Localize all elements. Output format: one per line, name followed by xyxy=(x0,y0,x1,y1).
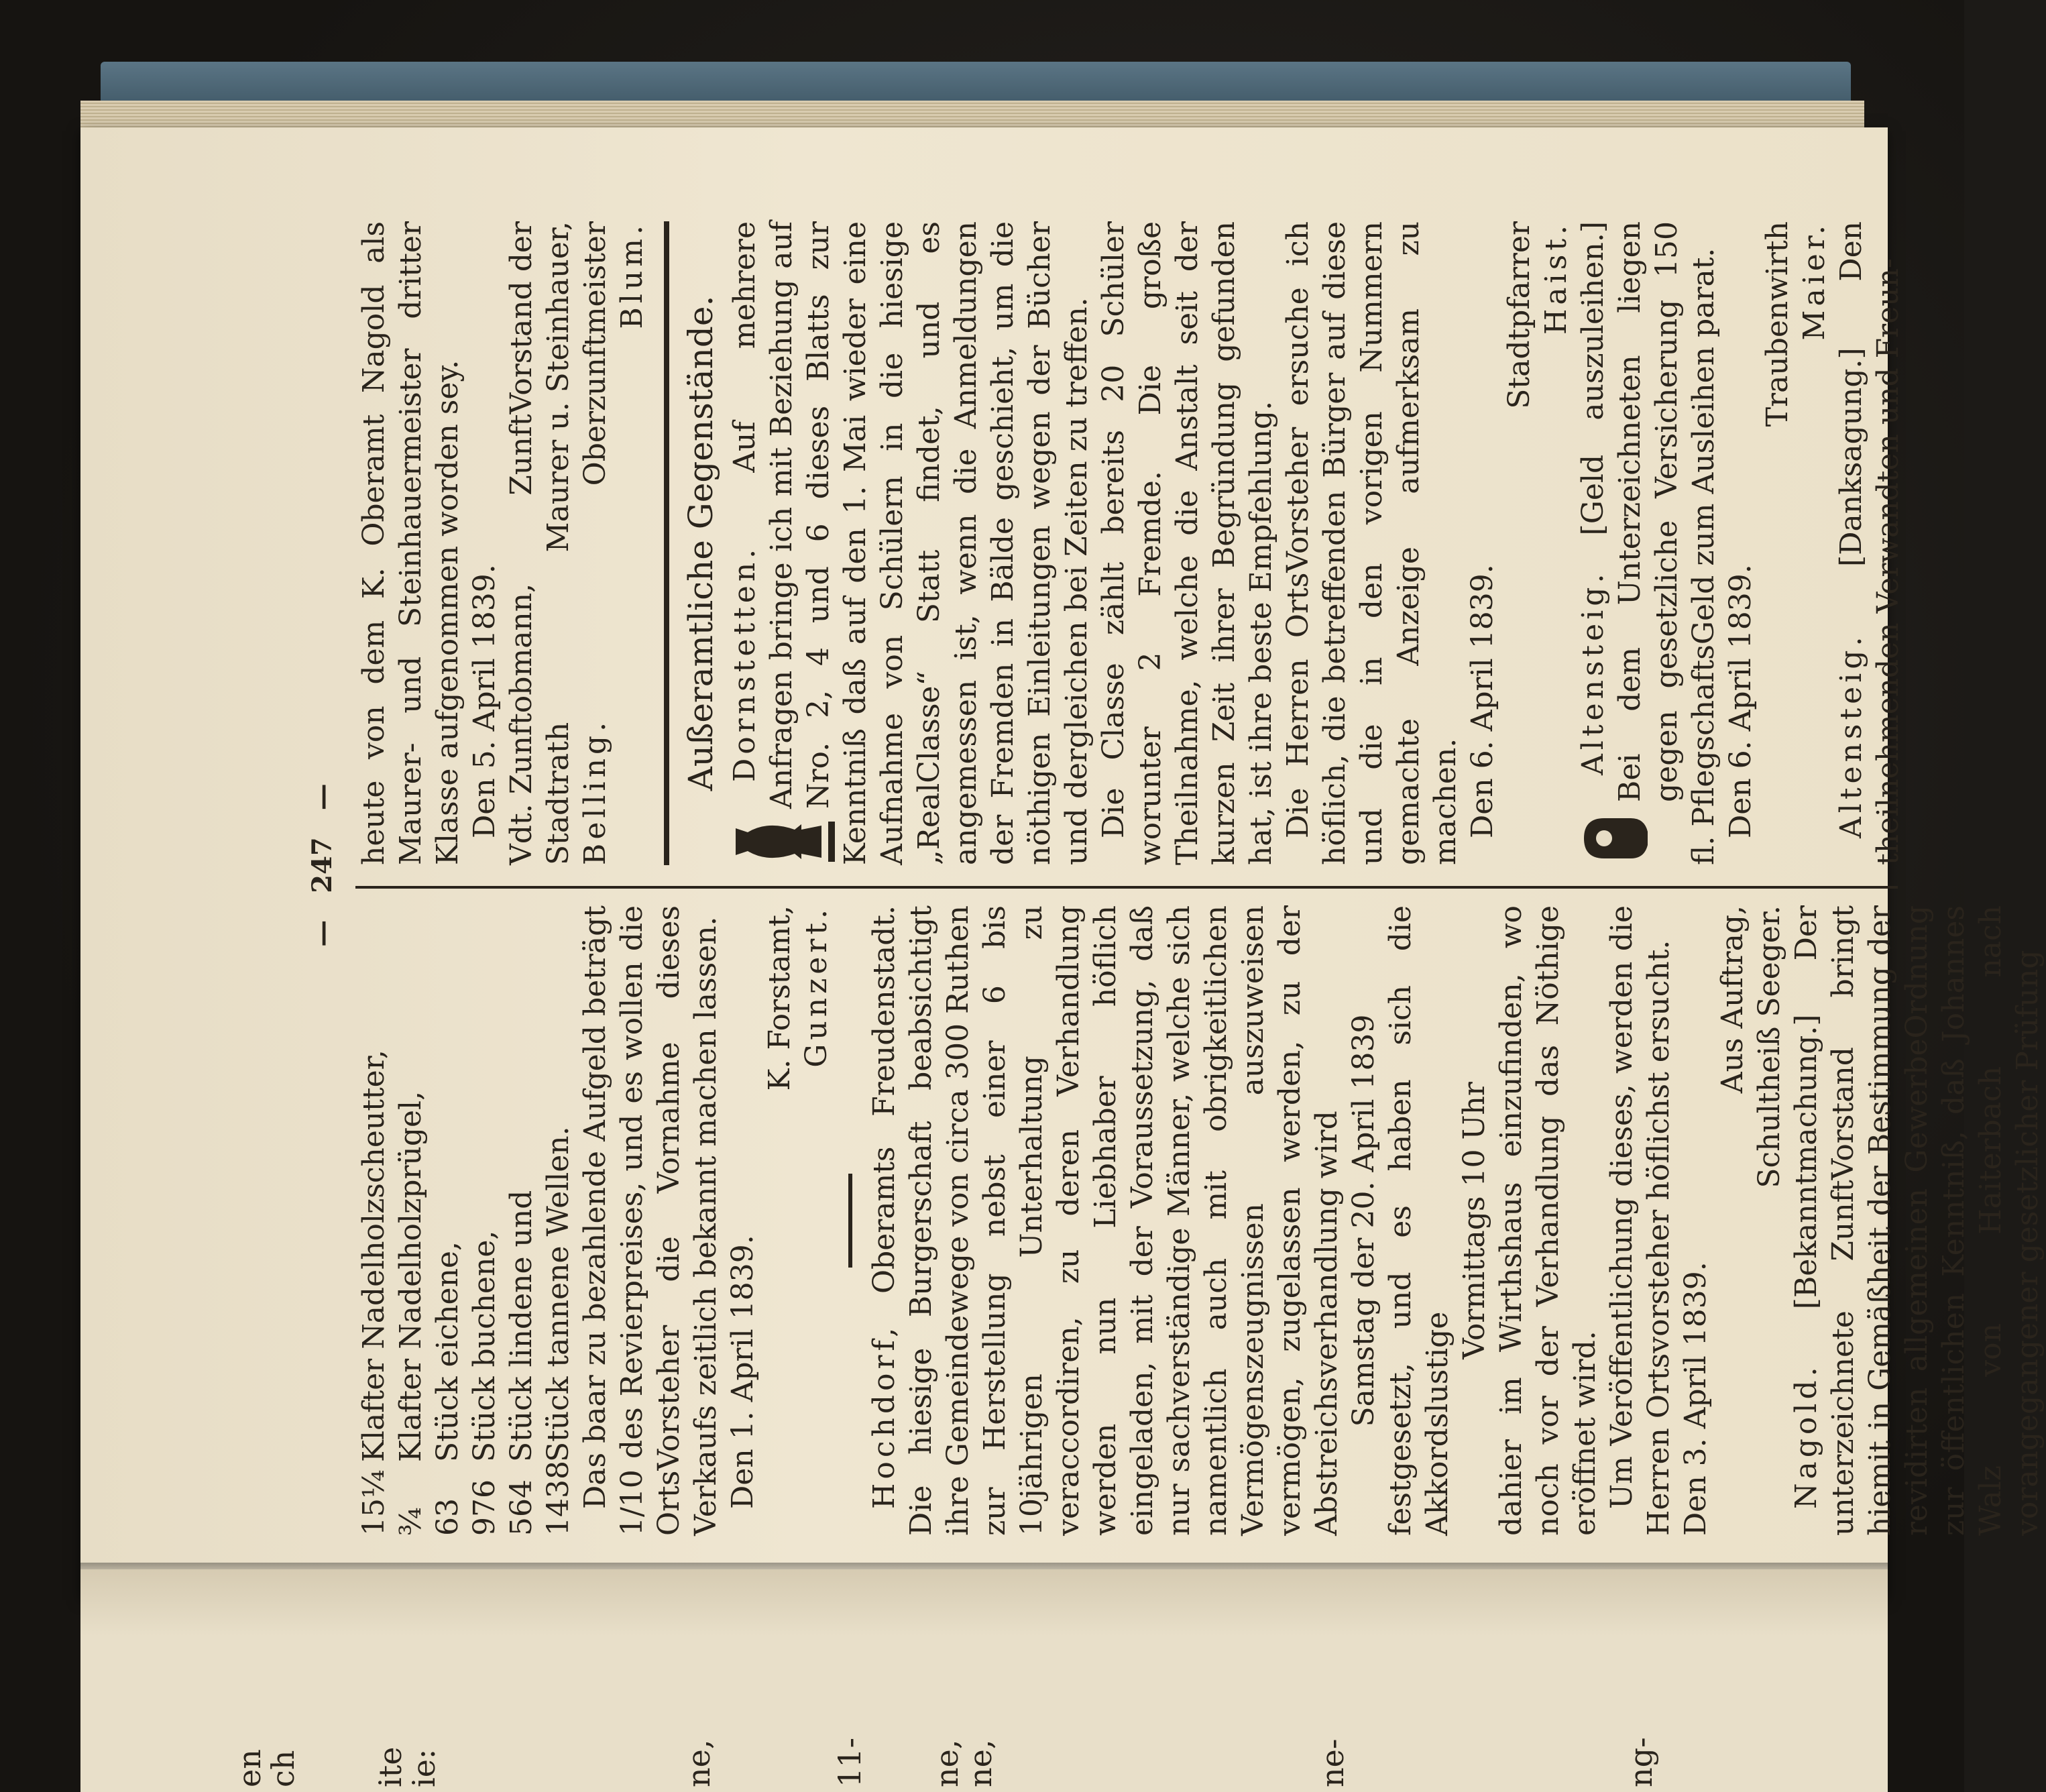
divider xyxy=(848,1174,852,1268)
vase-ornament-icon xyxy=(729,818,836,865)
wood-list xyxy=(355,905,577,1536)
signature-block: Vdt. Zunftobmann, Stadtrath Belling. ZunftVorstand der Maurer u. Steinhauer, Oberzunftmeister Blum. xyxy=(504,221,649,865)
paragraph: Die Herren OrtsVorsteher ersuche ich höflich, die betreffenden Bürger auf diese und die in den vorigen Nummern gemachte Anzeige aufmerksam zu machen. xyxy=(1281,221,1463,865)
list-qty: ¾ xyxy=(394,1507,428,1536)
fragment-text: ne, xyxy=(929,1739,965,1787)
page-header: — 247 — xyxy=(306,783,338,947)
section-heading: Außeramtliche Gegenstände. xyxy=(681,295,720,791)
fragment-text: ne, xyxy=(681,1739,717,1787)
place-name: Nagold. xyxy=(1789,1363,1823,1509)
paragraph: dahier im Wirthshaus einzufinden, wo noch vor der Verhandlung das Nöthige eröffnet wird. xyxy=(1494,905,1602,1536)
list-qty: 976 xyxy=(467,1479,502,1536)
date-line: Den 3. April 1839. xyxy=(1679,1262,1713,1536)
place-name: Altensteig. xyxy=(1834,632,1868,838)
book-page xyxy=(80,127,2045,1596)
column-divider xyxy=(355,886,1898,889)
signature-name: Gunzert. xyxy=(799,905,834,1068)
list-qty: 15¼ xyxy=(357,1469,391,1536)
fragment-text: ne, xyxy=(962,1739,999,1787)
column-left xyxy=(355,905,2046,1536)
paragraph: Das baar zu bezahlende Aufgeld beträgt 1/10 des Revierpreises, und es wollen die OrtsVorsteher die Vornahme dieses Verkaufs zeitlich bekannt machen lassen. xyxy=(578,905,723,1536)
date-line: Samstag der 20. April 1839 xyxy=(1347,1014,1381,1427)
fragment-text: ne- xyxy=(1314,1738,1351,1787)
fragment-text: 11- xyxy=(832,1737,868,1787)
fragment-text: ite xyxy=(372,1746,408,1787)
date-line: Den 6. April 1839. xyxy=(1465,564,1499,838)
hand-ornament-icon xyxy=(1577,811,1651,865)
list-item: Stück tannene Wellen. xyxy=(541,1126,575,1462)
paragraph: Hochdorf, Oberamts Freudenstadt. Die hiesige Burgerschaft beabsichtigt ihre Gemeindewege von circa 300 Ruthen zur Herstellung nebst einer 6 bis 10jährigen Unterhaltung zu veraccordiren, zu deren Verhandlung werden nun Liebhaber höflich eingeladen, mit der Voraussetzung, daß nur sachverständige Männer, welche sich namentlich auch mit obrigkeitlichen Vermögenszeugnissen auszuweisen vermögen, zugelassen werden, zu der Abstreichsverhandlung wird xyxy=(867,905,1344,1536)
paragraph: Altensteig. [Geld auszuleihen.] Bei dem Unterzeichneten liegen gegen gesetzliche Versicherung 150 fl. PflegschaftsGeld zum Ausleihen parat. xyxy=(1576,221,1721,865)
place-name: Dornstetten. xyxy=(728,545,762,782)
list-item: Klafter Nadelholzprügel, xyxy=(394,1090,428,1462)
fragment-text: ie: xyxy=(406,1748,442,1787)
signature: Traubenwirth xyxy=(1760,221,1795,427)
list-item: Stück eichene, xyxy=(431,1241,465,1462)
place-name: Altensteig. xyxy=(1576,569,1610,775)
paragraph: Dornstetten. Auf mehrere Anfragen bringe ich mit Beziehung auf Nro. 2, 4 und 6 dieses Blatts zur Kenntniß daß auf den 1. Mai wieder eine Aufnahme von Schülern in die hiesige „RealClasse“ Statt findet, und es angemessen ist, wenn die Anmeldungen der Fremden in Bälde geschieht, um die nöthigen Einleitungen wegen der Bücher und dergleichen bei Zeiten zu treffen. xyxy=(728,221,1094,865)
paragraph: festgesetzt, und es haben sich die Akkordslustige xyxy=(1383,905,1455,1536)
signature-name: Maier. xyxy=(1797,221,1831,341)
paragraph: Die Classe zählt bereits 20 Schüler worunter 2 Fremde. Die große Theilnahme, welche die Anstalt seit der kurzen Zeit ihrer Begründung gefunden hat, ist ihre beste Empfehlung. xyxy=(1096,221,1278,865)
paragraph: heute von dem K. Oberamt Nagold als Maurer- und Steinhauermeister dritter Klasse aufgenommen worden sey. xyxy=(357,221,465,865)
fragment-text: ch xyxy=(265,1750,301,1787)
list-item: Stück lindene und xyxy=(504,1190,538,1462)
signature-name: Haist. xyxy=(1539,221,1573,335)
page-number: 247 xyxy=(306,837,338,893)
place-name: Hochdorf, xyxy=(867,1323,901,1509)
next-page-fragments xyxy=(0,1593,1964,1792)
list-item: Stück buchene, xyxy=(467,1230,502,1462)
date-line: Den 6. April 1839. xyxy=(1723,564,1758,838)
paragraph: Um Veröffentlichung dieses, werden die Herren Ortsvorsteher höflichst ersucht. xyxy=(1605,905,1676,1536)
paragraph: Altensteig. [Danksagung.] Den theilnehmenden Verwandten und Freun- xyxy=(1834,221,1905,865)
column-right xyxy=(355,221,1907,865)
signature-name: Schultheiß Seeger. xyxy=(1752,905,1786,1188)
time-line: Vormittags 10 Uhr xyxy=(1457,1082,1491,1359)
fragment-text: ng- xyxy=(1623,1737,1659,1787)
list-qty: 63 xyxy=(431,1498,465,1536)
list-item: Klafter Nadelholzscheutter, xyxy=(357,1050,391,1462)
fragment-text: en xyxy=(231,1749,268,1787)
paragraph: Nagold. [Bekanntmachung.] Der unterzeichnete ZunftVorstand bringt hiemit in Gemäßheit der Bestimmung der revidirten allgemeinen GewerbeOrdnung zur öffentlichen Kenntniß, daß Johannes Walz von Haiterbach nach vorangegangener gesetzlicher Prüfung xyxy=(1789,905,2045,1536)
signature: Stadtpfarrer xyxy=(1502,221,1536,409)
signature: Aus Auftrag, xyxy=(1715,905,1750,1094)
list-qty: 1438 xyxy=(541,1461,575,1536)
list-qty: 564 xyxy=(504,1479,538,1536)
section-divider xyxy=(664,221,669,865)
rotated-text-block xyxy=(302,194,2045,1536)
date-line: Den 1. April 1839. xyxy=(726,1235,760,1509)
signature: K. Forstamt, xyxy=(762,905,797,1091)
date-line: Den 5. April 1839. xyxy=(467,564,502,838)
